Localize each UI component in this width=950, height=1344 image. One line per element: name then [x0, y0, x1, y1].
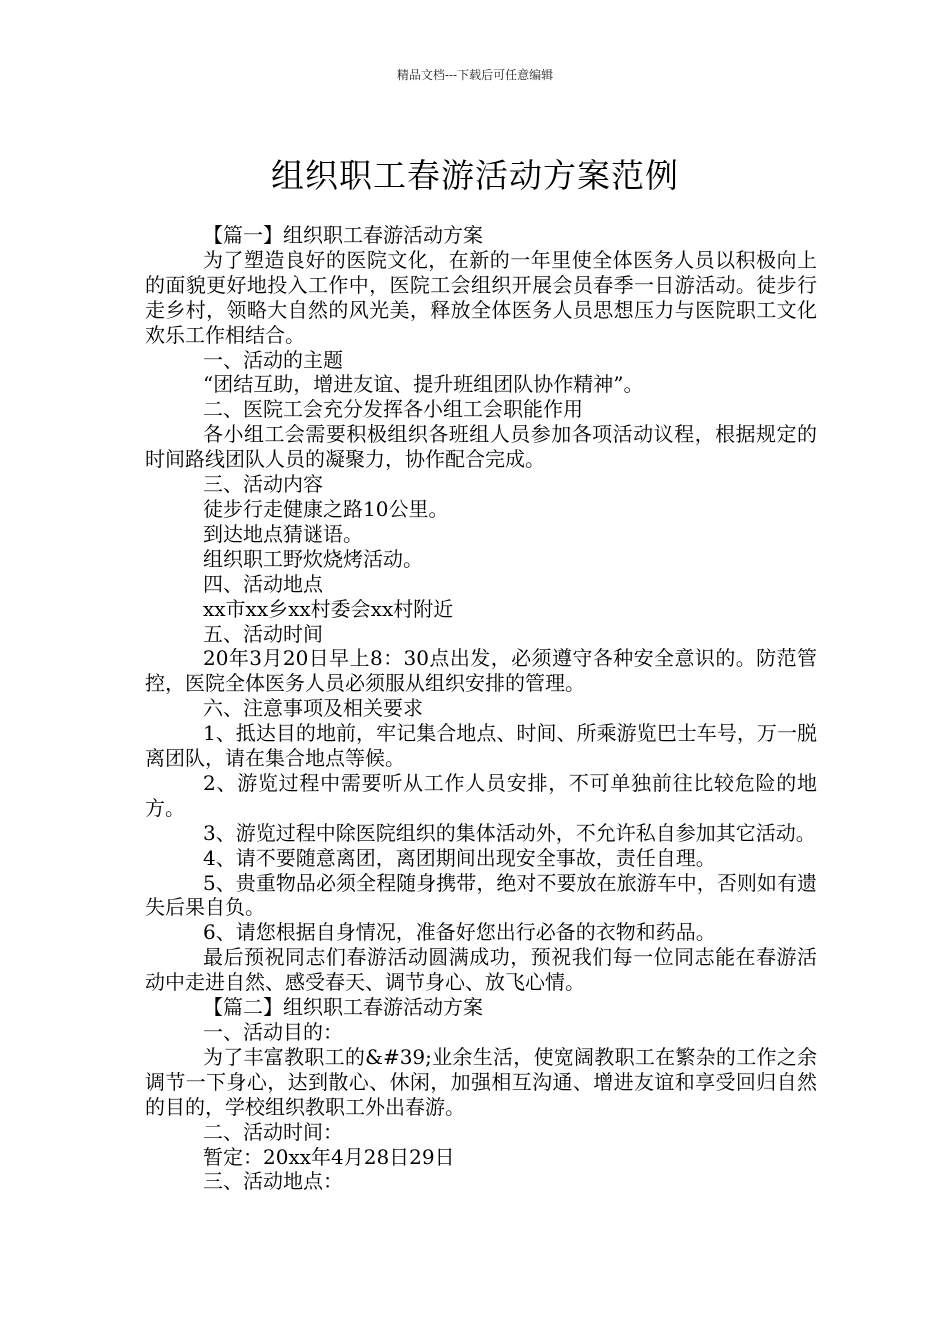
heading-time-2: 二、活动时间：: [203, 1119, 343, 1144]
closing-paragraph: 最后预祝同志们春游活动圆满成功，预祝我们每一位同志能在春游活动中走进自然、感受春天、调节身心、放飞心情。: [145, 945, 817, 995]
heading-content: 三、活动内容: [203, 472, 323, 497]
heading-location: 四、活动地点: [203, 571, 323, 596]
intro-paragraph: 为了塑造良好的医院文化，在新的一年里使全体医务人员以积极向上的面貌更好地投入工作中，医院工会组织开展会员春季一日游活动。徒步行走乡村，领略大自然的风光美，释放全体医务人员思想压力与医院职工文化欢乐工作相结合。: [145, 247, 817, 347]
note-item: 6、请您根据自身情况，准备好您出行必备的衣物和药品。: [203, 920, 716, 945]
note-item: 3、游览过程中除医院组织的集体活动外，不允许私自参加其它活动。: [203, 820, 816, 845]
union-role-paragraph: 各小组工会需要积极组织各班组人员参加各项活动议程，根据规定的时间路线团队人员的凝聚力，协作配合完成。: [145, 422, 817, 472]
heading-theme: 一、活动的主题: [203, 347, 343, 372]
note-item: 4、请不要随意离团，离团期间出现安全事故，责任自理。: [203, 845, 716, 870]
content-item: 到达地点猜谜语。: [203, 521, 363, 546]
time-text-2: 暂定：20xx年4月28日29日: [203, 1144, 455, 1169]
heading-location-2: 三、活动地点：: [203, 1169, 343, 1194]
note-item: 2、游览过程中需要听从工作人员安排，不可单独前往比较危险的地方。: [145, 770, 817, 820]
heading-notes: 六、注意事项及相关要求: [203, 696, 423, 721]
theme-slogan: “团结互助，增进友谊、提升班组团队协作精神”。: [203, 372, 644, 397]
heading-time: 五、活动时间: [203, 621, 323, 646]
location-text: xx市xx乡xx村委会xx村附近: [203, 596, 454, 621]
document-body: [145, 223, 817, 1194]
content-item: 徒步行走健康之路10公里。: [203, 496, 449, 521]
time-paragraph: 20年3月20日早上8：30点出发，必须遵守各种安全意识的。防范管控，医院全体医务人员必须服从组织安排的管理。: [145, 646, 817, 696]
content-item: 组织职工野炊烧烤活动。: [203, 546, 423, 571]
heading-purpose: 一、活动目的：: [203, 1020, 343, 1044]
note-item: 5、贵重物品必须全程随身携带，绝对不要放在旅游车中，否则如有遗失后果自负。: [145, 870, 817, 920]
document-title: 组织职工春游活动方案范例: [271, 156, 679, 196]
note-item: 1、抵达目的地前，牢记集合地点、时间、所乘游览巴士车号，万一脱离团队，请在集合地点等候。: [145, 721, 817, 771]
section-heading-part-1: 【篇一】组织职工春游活动方案: [203, 223, 483, 247]
header-note: 精品文档---下载后可任意编辑: [396, 68, 554, 82]
section-heading-part-2: 【篇二】组织职工春游活动方案: [203, 995, 483, 1020]
purpose-paragraph: 为了丰富教职工的&#39;业余生活，使宽阔教职工在繁杂的工作之余调节一下身心，达到散心、休闲，加强相互沟通、增进友谊和享受回归自然的目的，学校组织教职工外出春游。: [145, 1044, 817, 1119]
heading-union-role: 二、医院工会充分发挥各小组工会职能作用: [203, 397, 583, 422]
